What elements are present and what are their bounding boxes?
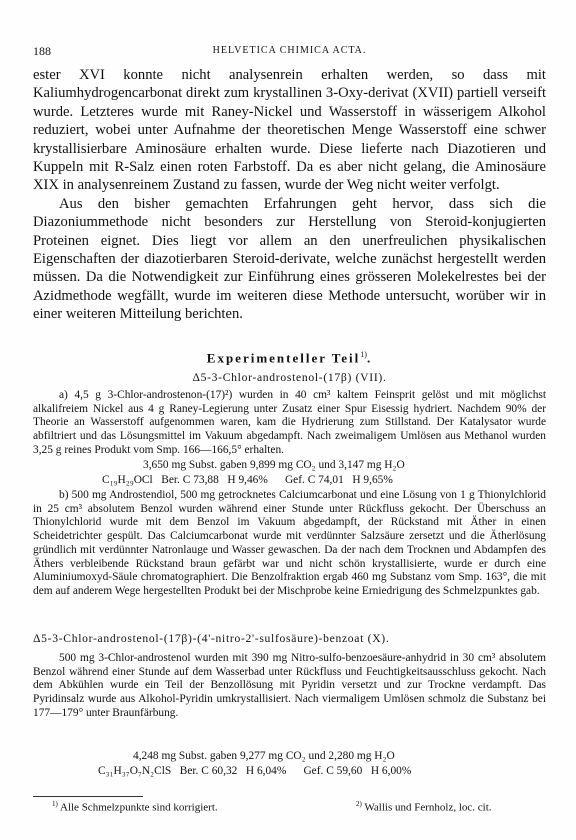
- footnote-1: [52, 800, 218, 814]
- compound-heading-vii: Δ5-3-Chlor-androstenol-(17β) (VII).: [192, 371, 387, 384]
- paragraph-1: ester XVI konnte nicht analysenrein erhalten werden, so dass mit Kaliumhydrogencarbonat direkt zum krystallinen 3-Oxy-derivat (XVII) partiell verseift wurde. Letzteres wurde mit Raney-Nickel und Wasserstoff in wässerigem Alkohol reduziert, wobei unter Aufnahme der theoretischen Menge Wasserstoff eine schwer krystallisierbare Aminosäure erhalten wurde. Diese lieferte nach Diazotieren und Kuppeln mit R-Salz einen roten Farbstoff. Da es aber nicht gelang, die Aminosäure XIX in analysenreinem Zustand zu fassen, wurde der Weg nicht weiter verfolgt.: [33, 67, 546, 194]
- footnote-rule: [33, 796, 143, 797]
- procedure-b: b) 500 mg Androstendiol, 500 mg getrocknetes Calciumcarbonat und eine Lösung von 1 g Thionylchlorid in 25 cm³ absolutem Benzol wurden während einer Stunde unter Rückfluss gekocht. Der Überschuss an Thionylchlorid wurde mit dem Benzol im Vakuum abgedampft, der Rückstand mit Äther in einen Scheidetrichter gespült. Das Calciumcarbonat wurde mit verdünnter Salzsäure zersetzt und die Ätherlösung gründlich mit verdünnter Natronlauge und Wasser gewaschen. Da der nach dem Trocknen und Abdampfen des Äthers verbleibende Rückstand braun gefärbt war und nicht schön krystallisierte, wurde er durch eine Aluminiumoxyd-Säule chromatographiert. Die Benzolfraktion ergab 460 mg Substanz vom Smp. 163°, die mit dem auf anderem Wege hergestellten Produkt bei der Mischprobe keine Erniedrigung des Schmelzpunktes gab.: [33, 489, 546, 597]
- footnote-2: [356, 800, 492, 814]
- page-number: 188: [33, 44, 51, 58]
- procedure-a: a) 4,5 g 3-Chlor-androstenon-(17)²) wurden in 40 cm³ kaltem Feinsprit gelöst und mit möglichst alkalifreiem Nickel aus 4 g Raney-Legierung unter Zusatz einer Spur Eisessig hydriert. Nachdem 90% der Theorie an Wasserstoff aufgenommen waren, kam die Hydrierung zum Stillstand. Der Katalysator wurde abfiltriert und das Lösungsmittel im Vakuum abgedampft. Nach zweimaligem Umlösen aus Methanol wurden 3,25 g reines Produkt vom Smp. 166—166,5° erhalten.: [33, 389, 546, 456]
- procedure-c: 500 mg 3-Chlor-androstenol wurden mit 390 mg Nitro-sulfo-benzoesäure-anhydrid in 30 cm³ absolutem Benzol während einer Stunde auf dem Wasserbad unter Rückfluss und Feuchtigkeitsausschluss gekocht. Nach dem Abkühlen wurde ein Teil der Benzollösung mit Pyridin versetzt und zur Trockne verdampft. Das Pyridinsalz wurde aus Alkohol-Pyridin umkrystallisiert. Nach viermaligem Umlösen schmolz die Substanz bei 177—179° unter Braunfärbung.: [33, 652, 546, 719]
- analysis-1-line-2: C₁₉H₂₉OCl Ber. C 73,88 H 9,46% Gef. C 74,01 H 9,65%: [102, 474, 393, 486]
- footnote-1-mark: 1): [52, 800, 58, 808]
- main-text: [33, 66, 546, 324]
- paragraph-2: Aus den bisher gemachten Erfahrungen geht hervor, dass sich die Diazoniummethode nicht besonders zur Herstellung von Steroid-konjugierten Proteinen eignet. Dies liegt vor allem an den unerfreulichen physikalischen Eigenschaften der diazotierbaren Steroid-derivate, welche zunächst hergestellt werden müssen. Da die Notwendigkeit zur Einführung eines grösseren Molekelrestes bei der Azidmethode wegfällt, wurde im weiteren diese Methode untersucht, worüber wir in einer weiteren Mitteilung berichten.: [33, 195, 546, 323]
- compound-heading-x: Δ5-3-Chlor-androstenol-(17β)-(4'-nitro-2'-sulfosäure)-benzoat (X).: [33, 632, 390, 645]
- section-title-text: Experimenteller Teil: [206, 350, 361, 366]
- analysis-2-line-1: 4,248 mg Subst. gaben 9,277 mg CO₂ und 2,280 mg H₂O: [133, 750, 395, 762]
- journal-title: HELVETICA CHIMICA ACTA.: [212, 45, 367, 56]
- footnote-1-text: Alle Schmelzpunkte sind korrigiert.: [60, 801, 218, 814]
- section-title: Experimenteller Teil$^{1)}$.: [206, 350, 373, 366]
- section-title-footnote-mark: 1): [360, 350, 367, 359]
- analysis-1-line-1: 3,650 mg Subst. gaben 9,899 mg CO₂ und 3,147 mg H₂O: [143, 459, 405, 471]
- footnote-2-text: Wallis und Fernholz, loc. cit.: [364, 801, 492, 814]
- page-header: [33, 44, 546, 60]
- analysis-2-line-2: C₃₁H₃₇O₇N₂ClS Ber. C 60,32 H 6,04% Gef. C 59,60 H 6,00%: [98, 765, 412, 777]
- footnote-2-mark: 2): [356, 800, 362, 808]
